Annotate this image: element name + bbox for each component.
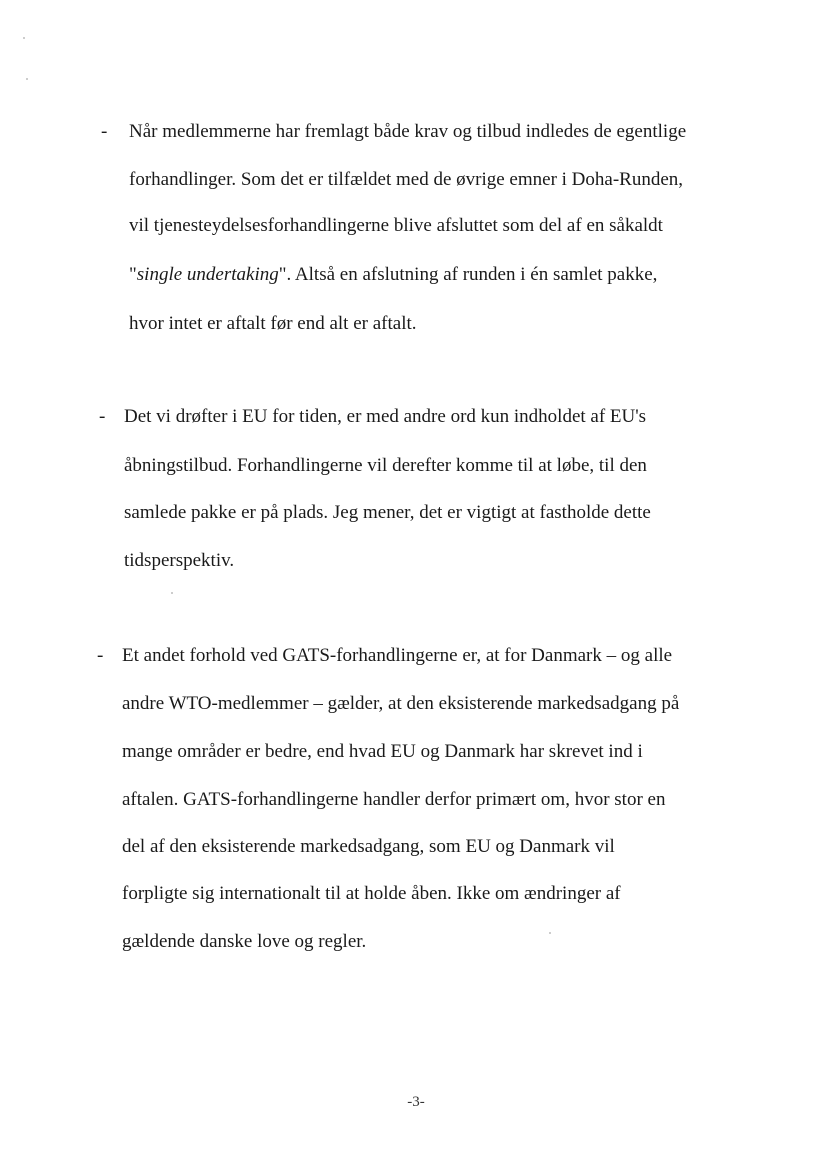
paragraph-line: Det vi drøfter i EU for tiden, er med andre ord kun indholdet af EU's <box>124 406 647 427</box>
paragraph-line: hvor intet er aftalt før end alt er aftalt. <box>129 313 417 334</box>
paragraph-line: gældende danske love og regler. <box>122 931 367 952</box>
page-number: -3- <box>407 1094 425 1110</box>
paragraph-line: forhandlinger. Som det er tilfældet med de øvrige emner i Doha-Runden, <box>129 169 684 190</box>
quote-open: " <box>129 264 137 285</box>
italic-phrase: single undertaking <box>136 264 279 285</box>
paragraph-line: Et andet forhold ved GATS-forhandlingerne er, at for Danmark – og alle <box>122 645 673 666</box>
paragraph-line: forpligte sig internationalt til at holde åben. Ikke om ændringer af <box>122 883 621 904</box>
scan-speck <box>549 932 551 934</box>
paragraph-line: aftalen. GATS-forhandlingerne handler derfor primært om, hvor stor en <box>122 789 666 810</box>
paragraph-line: vil tjenesteydelsesforhandlingerne blive afsluttet som del af en såkaldt <box>129 215 663 236</box>
paragraph-line: tidsperspektiv. <box>124 550 235 571</box>
paragraph-line: Når medlemmerne har fremlagt både krav og tilbud indledes de egentlige <box>129 121 687 142</box>
bullet-dash: - <box>101 121 108 142</box>
scan-speck <box>23 37 25 39</box>
bullet-dash: - <box>99 406 106 427</box>
paragraph-line: andre WTO-medlemmer – gælder, at den eksisterende markedsadgang på <box>122 693 680 714</box>
paragraph-line: mange områder er bedre, end hvad EU og Danmark har skrevet ind i <box>122 741 643 762</box>
scan-speck <box>171 592 173 594</box>
paragraph-line: samlede pakke er på plads. Jeg mener, det er vigtigt at fastholde dette <box>124 502 651 523</box>
scan-speck <box>26 78 28 80</box>
paragraph-line-with-italic <box>129 263 657 287</box>
paragraph-line: del af den eksisterende markedsadgang, som EU og Danmark vil <box>122 836 615 857</box>
bullet-dash: - <box>97 645 104 666</box>
line-rest: ". Altså en afslutning af runden i én samlet pakke, <box>278 264 658 285</box>
paragraph-line: åbningstilbud. Forhandlingerne vil derefter komme til at løbe, til den <box>124 455 647 476</box>
